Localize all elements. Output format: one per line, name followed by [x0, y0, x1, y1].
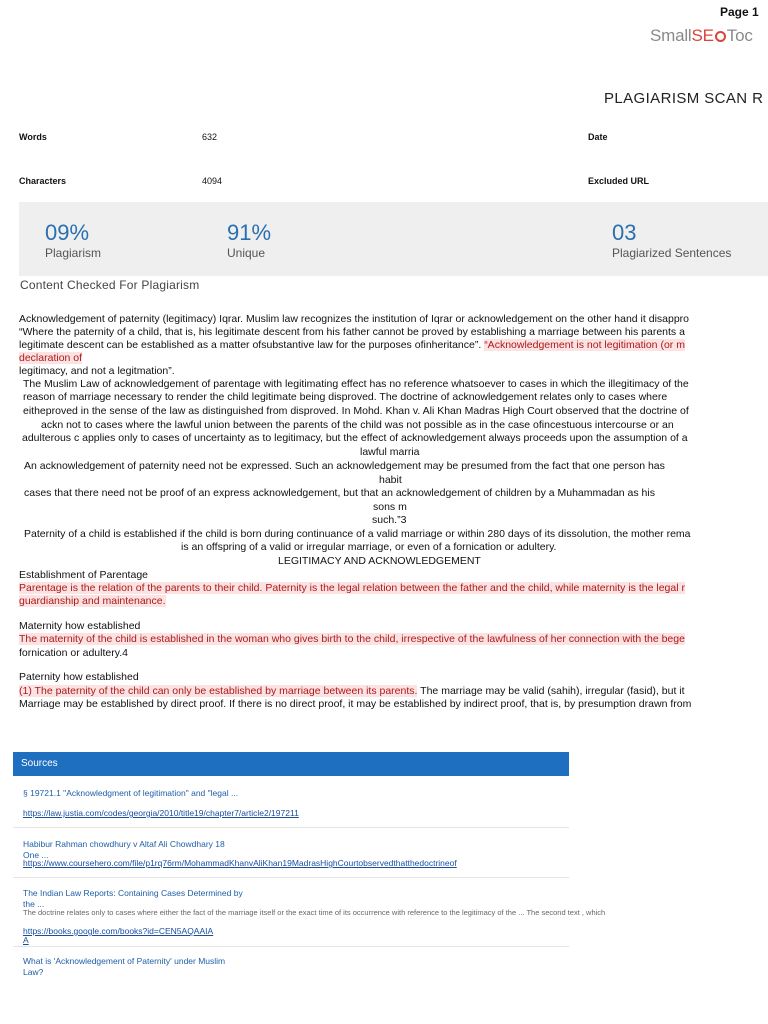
content-line: lawful marria	[360, 446, 420, 458]
plagiarized-highlight: Parentage is the relation of the parents to their child. Paternity is the legal relation between the father and the child, while maternity is the legal r	[19, 582, 685, 594]
content-line: The Muslim Law of acknowledgement of parentage with legitimating effect has no reference whatsoever to cases in which the illegitimacy of the	[23, 378, 689, 390]
content-line: legitimacy, and not a legitmation”.	[19, 365, 175, 377]
content-line: Acknowledgement of paternity (legitimacy) Iqrar. Muslim law recognizes the institution of Iqrar or acknowledgement on the other hand it disappro	[19, 313, 690, 325]
characters-value: 4094	[202, 176, 223, 186]
plagiarized-highlight: (1) The paternity of the child can only be established by marriage between its parents.	[19, 685, 418, 697]
unique-percent: 91%	[227, 220, 272, 245]
magnifier-icon	[715, 31, 726, 42]
sources-panel	[13, 752, 606, 992]
plagiarized-sentences-count: 03	[612, 220, 637, 245]
source-link[interactable]: https://www.coursehero.com/file/p1rq76rm/MohammadKhanvAliKhan19MadrasHighCourtobservedthatthedoctrineof	[23, 858, 457, 868]
content-line: Maternity how established	[19, 620, 141, 632]
content-line: Paternity how established	[19, 671, 139, 683]
report-title: PLAGIARISM SCAN R	[604, 90, 764, 107]
plagiarized-highlight: guardianship and maintenance.	[19, 595, 166, 607]
divider	[13, 877, 569, 878]
content-heading: Content Checked For Plagiarism	[20, 278, 200, 292]
characters-label: Characters	[19, 176, 67, 186]
content-line: reason of marriage necessary to render the child legitimate being disproved. The doctrine of acknowledgement relates only to cases where	[23, 391, 668, 403]
content-line	[19, 633, 685, 646]
plagiarism-label: Plagiarism	[45, 246, 102, 260]
content-line: sons m	[373, 501, 407, 513]
page-number: Page 1	[720, 5, 759, 19]
source-link-cont[interactable]: A	[23, 935, 29, 945]
divider	[13, 827, 569, 828]
content-line: Establishment of Parentage	[19, 569, 148, 581]
content-line: Paternity of a child is established if the child is born during continuance of a valid marriage or within 280 days of its dissolution, the mother rema	[24, 528, 691, 540]
sources-heading: Sources	[13, 752, 569, 776]
content-line: “Where the paternity of a child, that is, his legitimate descent from his father cannot be proved by establishing a marriage between his parents a	[19, 326, 685, 338]
content-line: LEGITIMACY AND ACKNOWLEDGEMENT	[278, 555, 481, 567]
plagiarized-sentences-label: Plagiarized Sentences	[612, 246, 732, 260]
date-label: Date	[588, 132, 608, 142]
content-line: ackn not to cases where the lawful union between the parents of the child was not possible as in the case ofincestuous intercourse or an	[41, 419, 674, 431]
source-description: The doctrine relates only to cases where either the fact of the marriage itself or the exact time of its occurrence with reference to the legitimacy of the ... The second text , which	[23, 908, 606, 917]
excluded-url-label: Excluded URL	[588, 176, 650, 186]
source-link[interactable]: https://books.google.com/books?id=CEN5AQAAIA	[23, 926, 214, 936]
source-title[interactable]: Habibur Rahman chowdhury v Altaf Ali Chowdhary 18	[23, 839, 225, 849]
smallseotools-logo: SmallSE Toc	[650, 26, 753, 45]
content-line: (1) The paternity of the child can only be established by marriage between its parents. The marriage may be valid (sahih), irregular (fasid), but it	[19, 685, 685, 697]
content-line: fornication or adultery.4	[19, 647, 128, 659]
source-title[interactable]: § 19721.1 "Acknowledgment of legitimation" and "legal ...	[23, 788, 239, 798]
divider	[13, 946, 569, 947]
unique-label: Unique	[227, 246, 266, 260]
plagiarized-highlight: “Acknowledgement is not legitimation (or m	[484, 339, 685, 351]
content-line: eitheproved in the sense of the law as distinguished from disproved. In Mohd. Khan v. Ali Khan Madras High Court observed that the doctrine of	[23, 405, 689, 417]
source-title-cont[interactable]: Law?	[23, 967, 44, 977]
content-line	[19, 595, 166, 608]
plagiarized-highlight: The maternity of the child is established in the woman who gives birth to the child, irrespective of the lawfulness of her connection with the bege	[19, 633, 685, 645]
content-line	[19, 582, 685, 595]
source-title-cont[interactable]: the ...	[23, 899, 45, 909]
content-line: cases that there need not be proof of an express acknowledgement, but that an acknowledgement of children by a Muhammadan as his	[24, 487, 655, 499]
content-line	[19, 352, 82, 365]
content-line: An acknowledgement of paternity need not be expressed. Such an acknowledgement may be presumed from the fact that one person has	[24, 460, 665, 472]
content-line: habit	[379, 474, 402, 486]
source-link[interactable]: https://law.justia.com/codes/georgia/2010/title19/chapter7/article2/197211	[23, 808, 299, 818]
stats-panel	[19, 202, 768, 276]
plagiarized-highlight: declaration of	[19, 352, 83, 364]
content-line: Marriage may be established by direct proof. If there is no direct proof, it may be established by indirect proof, that is, by presumption drawn from	[19, 698, 692, 710]
content-line: is an offspring of a valid or irregular marriage, or even of a fornication or adultery.	[181, 541, 557, 553]
plagiarism-percent: 09%	[45, 220, 90, 245]
words-value: 632	[202, 132, 218, 142]
source-title[interactable]: What is 'Acknowledgement of Paternity' under Muslim	[23, 956, 226, 966]
source-title[interactable]: The Indian Law Reports: Containing Cases Determined by	[23, 888, 243, 898]
content-line: such.”3	[372, 514, 407, 526]
content-line: adulterous c applies only to cases of uncertainty as to legitimacy, but the effect of acknowledgement always proceeds upon the assumption of a	[22, 432, 688, 444]
source-title-cont[interactable]: One ...	[23, 850, 49, 860]
content-line: legitimate descent can be established as a matter ofsubstantive law for the purposes ofinheritance”. “Acknowledgement is not legitimation (or m	[19, 339, 685, 351]
words-label: Words	[19, 132, 47, 142]
